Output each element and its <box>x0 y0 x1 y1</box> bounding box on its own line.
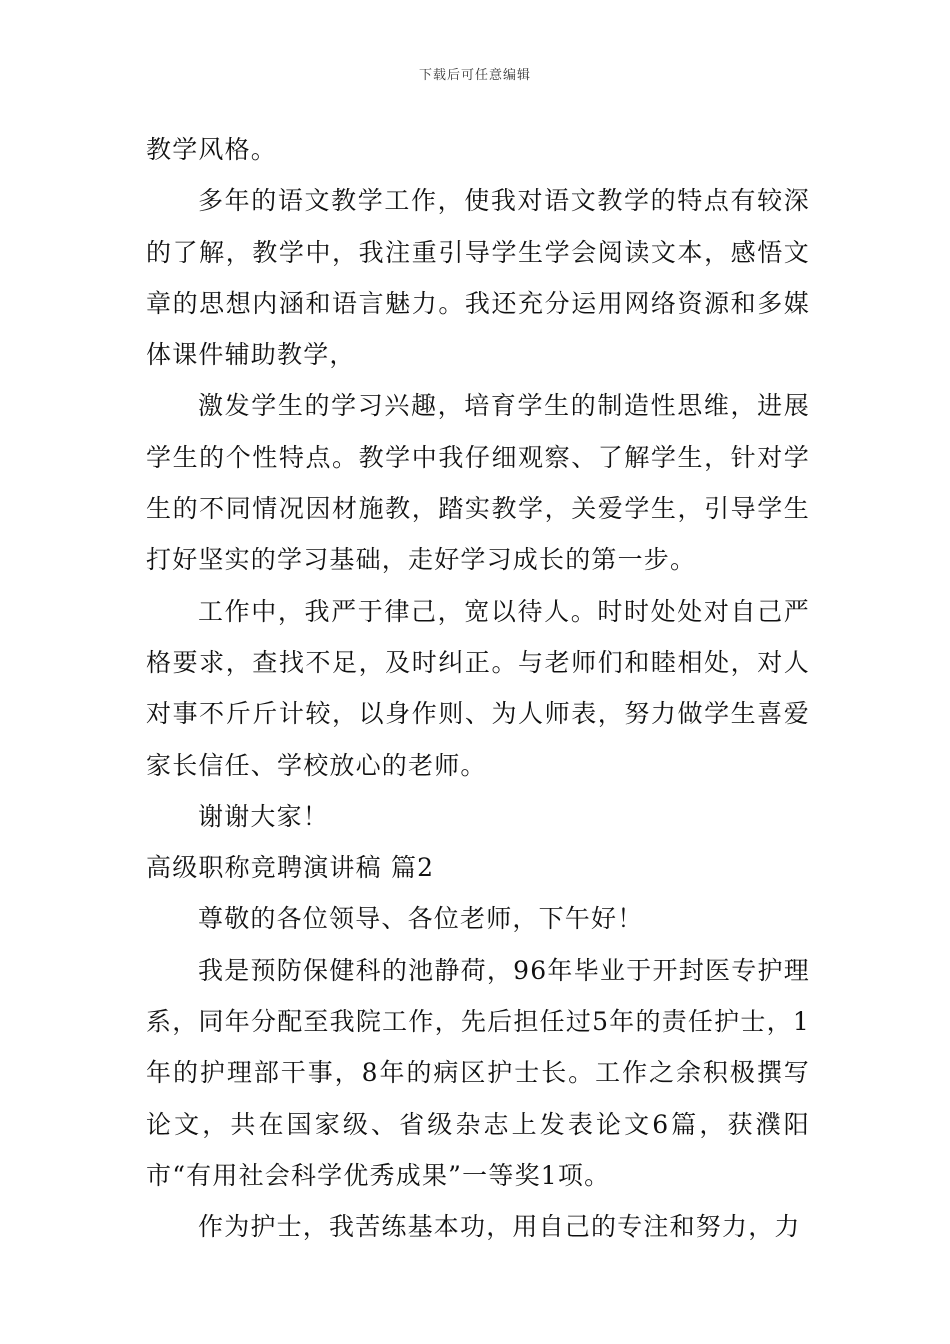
paragraph: 激发学生的学习兴趣，培育学生的制造性思维，进展学生的个性特点。教学中我仔细观察、了解学生，针对学生的不同情况因材施教，踏实教学，关爱学生，引导学生打好坚实的学习基础，走好学习成长的第一步。 <box>146 391 810 575</box>
page-header: 下载后可任意编辑 <box>418 68 531 83</box>
paragraph: 多年的语文教学工作，使我对语文教学的特点有较深的了解，教学中，我注重引导学生学会阅读文本，感悟文章的思想内涵和语言魅力。我还充分运用网络资源和多媒体课件辅助教学， <box>146 186 810 370</box>
paragraph: 我是预防保健科的池静荷，96年毕业于开封医专护理系，同年分配至我院工作，先后担任过5年的责任护士，1年的护理部干事，8年的病区护士长。工作之余积极撰写论文，共在国家级、省级杂志上发表论文6篇，获濮阳市“有用社会科学优秀成果”一等奖1项。 <box>146 955 810 1190</box>
document-body <box>146 124 810 1253</box>
section-title: 高级职称竞聘演讲稿 篇2 <box>146 853 435 883</box>
paragraph: 工作中，我严于律己，宽以待人。时时处处对自己严格要求，查找不足，及时纠正。与老师们和睦相处，对人对事不斤斤计较，以身作则、为人师表，努力做学生喜爱家长信任、学校放心的老师。 <box>146 596 810 780</box>
paragraph-continuation: 教学风格。 <box>146 135 278 164</box>
closing-thanks: 谢谢大家！ <box>198 801 330 831</box>
greeting: 尊敬的各位领导、各位老师，下午好！ <box>198 904 644 934</box>
paragraph: 作为护士，我苦练基本功，用自己的专注和努力，力 <box>198 1212 801 1242</box>
